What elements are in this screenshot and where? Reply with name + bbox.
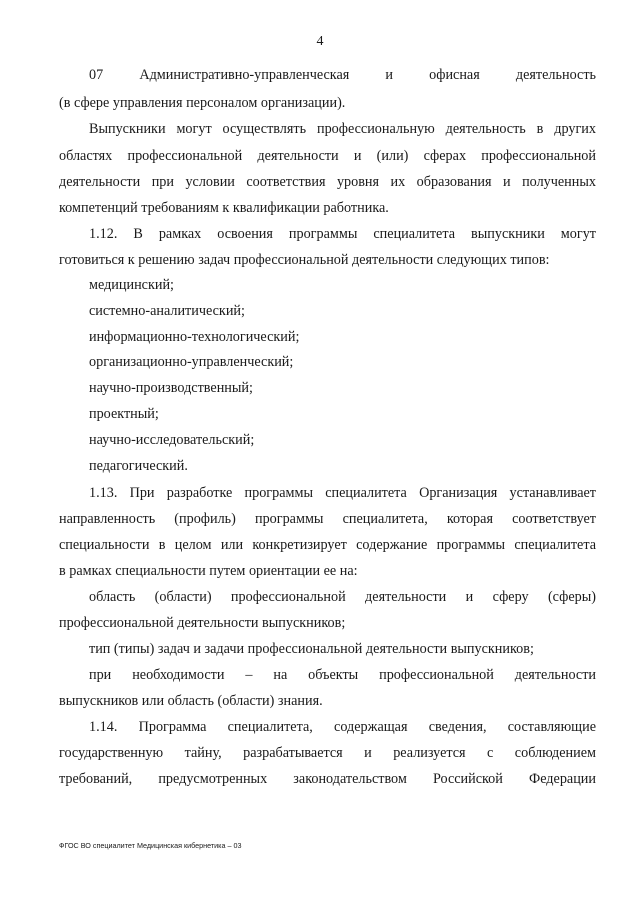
text-line: проектный; (89, 406, 159, 422)
text-line: при необходимости – на объекты профессиональной деятельности (89, 667, 596, 683)
text-line: профессиональной деятельности выпускников; (59, 615, 346, 631)
text-line: в рамках специальности путем ориентации ее на: (59, 563, 358, 579)
text-line: выпускников или область (области) знания. (59, 693, 323, 709)
text-line: (в сфере управления персоналом организации). (59, 95, 346, 111)
page-footer: ФГОС ВО специалитет Медицинская кибернетика – 03 (59, 841, 242, 850)
text-line: научно-производственный; (89, 380, 253, 396)
text-line: 1.14. Программа специалитета, содержащая сведения, составляющие (89, 719, 596, 735)
text-line: медицинский; (89, 277, 174, 293)
text-line: 1.13. При разработке программы специалитета Организация устанавливает (89, 485, 596, 501)
text-line: 07 Административно-управленческая и офисная деятельность (89, 67, 596, 83)
text-line: готовиться к решению задач профессиональной деятельности следующих типов: (59, 252, 550, 268)
text-line: государственную тайну, разрабатывается и реализуется с соблюдением (59, 745, 596, 761)
text-line: организационно-управленческий; (89, 354, 294, 370)
text-line: областях профессиональной деятельности и (или) сферах профессиональной (59, 148, 596, 164)
text-line: требований, предусмотренных законодательством Российской Федерации (59, 771, 596, 787)
text-line: педагогический. (89, 458, 188, 474)
text-line: направленность (профиль) программы специалитета, которая соответствует (59, 511, 596, 527)
text-line: Выпускники могут осуществлять профессиональную деятельность в других (89, 121, 596, 137)
text-line: специальности в целом или конкретизирует содержание программы специалитета (59, 537, 596, 553)
page-number: 4 (316, 34, 324, 49)
text-line: тип (типы) задач и задачи профессиональной деятельности выпускников; (89, 641, 534, 657)
text-line: системно-аналитический; (89, 303, 245, 319)
text-line: компетенций требованиям к квалификации работника. (59, 200, 389, 216)
text-line: область (области) профессиональной деятельности и сферу (сферы) (89, 589, 596, 605)
text-line: информационно-технологический; (89, 329, 300, 345)
text-line: 1.12. В рамках освоения программы специалитета выпускники могут (89, 226, 596, 242)
text-line: деятельности при условии соответствия уровня их образования и полученных (59, 174, 596, 190)
text-line: научно-исследовательский; (89, 432, 255, 448)
